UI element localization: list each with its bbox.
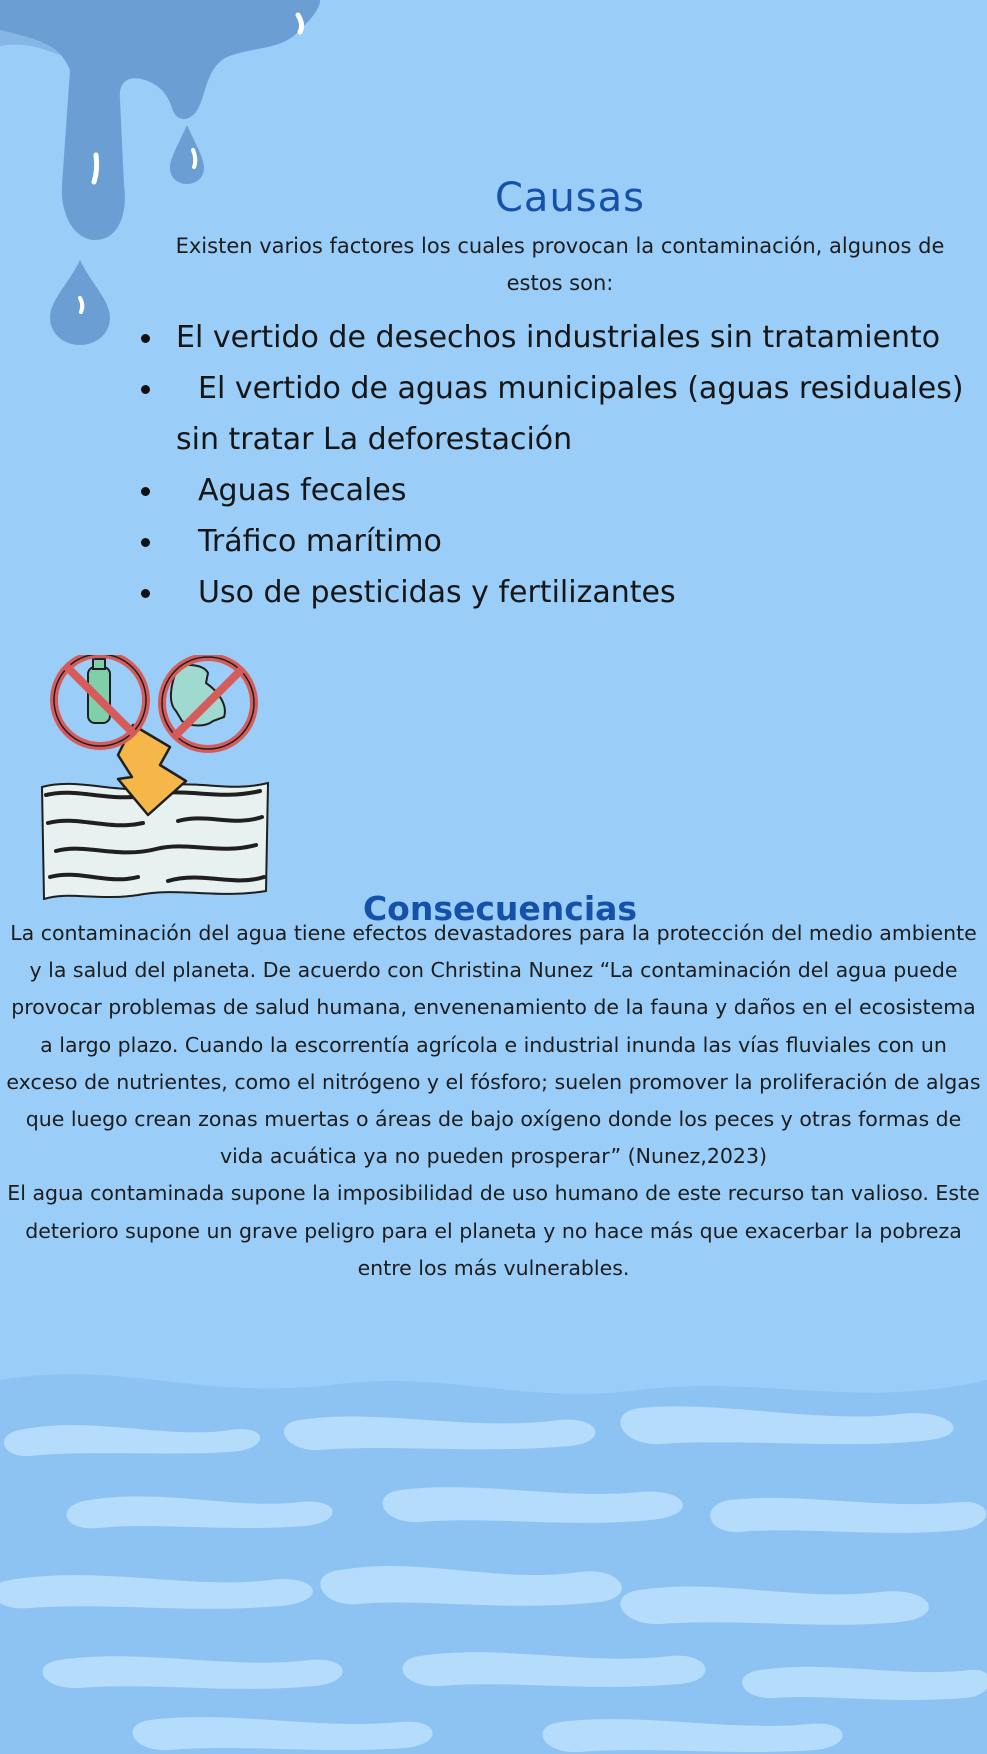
- consecuencias-paragraph: El agua contaminada supone la imposibilidad de uso humano de este recurso tan valioso. Este deterioro supone un grave peligro para el planeta y no hace más que exacerbar la pobreza entre los más vulnerables.: [7, 1181, 980, 1280]
- list-item: El vertido de desechos industriales sin tratamiento: [128, 312, 968, 363]
- consecuencias-body: [6, 915, 981, 1287]
- list-item: Aguas fecales: [128, 465, 968, 516]
- list-item: Tráfico marítimo: [128, 516, 968, 567]
- consecuencias-paragraph: La contaminación del agua tiene efectos devastadores para la protección del medio ambiente y la salud del planeta. De acuerdo con Christina Nunez “La contaminación del agua puede provocar problemas de salud humana, envenenamiento de la fauna y daños en el ecosistema a largo plazo. Cuando la escorrentía agrícola e industrial inunda las vías fluviales con un exceso de nutrientes, como el nitrógeno y el fósforo; suelen promover la proliferación de algas que luego crean zonas muertas o áreas de bajo oxígeno donde los peces y otras formas de vida acuática ya no pueden prosperar” (Nunez,2023): [6, 921, 981, 1169]
- water-drip-icon: [0, 0, 330, 360]
- consecuencias-title: Consecuencias: [362, 889, 638, 929]
- water-waves-icon: [0, 1360, 987, 1754]
- no-litter-illustration-icon: [38, 655, 273, 900]
- causas-list: [128, 312, 968, 618]
- list-item: El vertido de aguas municipales (aguas residuales) sin tratar La deforestación: [128, 363, 968, 465]
- list-item: Uso de pesticidas y fertilizantes: [128, 567, 968, 618]
- causas-title: Causas: [495, 174, 645, 221]
- causas-intro: Existen varios factores los cuales provocan la contaminación, algunos de estos son:: [175, 234, 945, 295]
